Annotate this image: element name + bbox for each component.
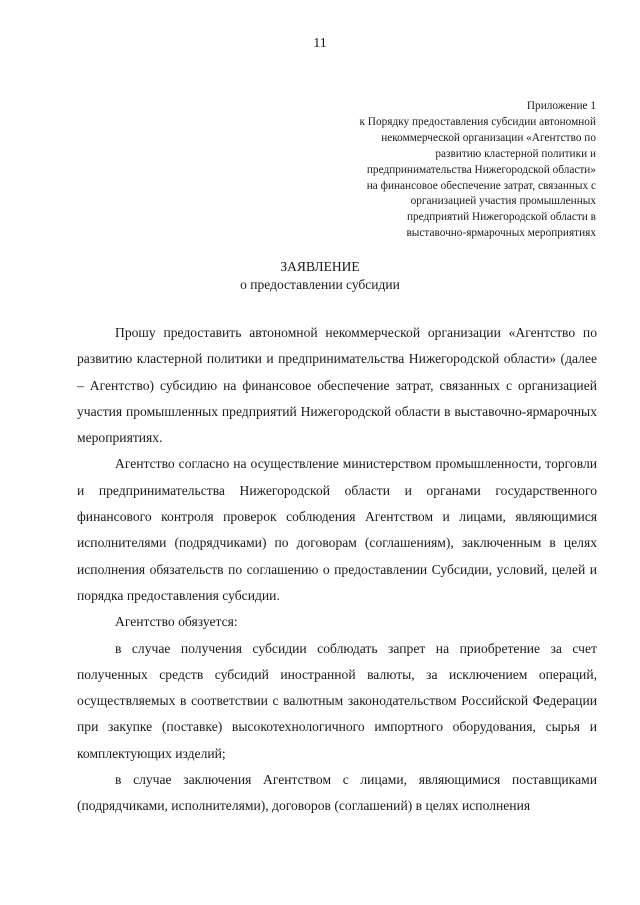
appendix-line: предпринимательства Нижегородской области» — [366, 163, 596, 176]
document-body — [77, 320, 597, 820]
appendix-line: предприятий Нижегородской области в — [406, 211, 596, 224]
document-title-block — [0, 258, 640, 294]
appendix-line: Приложение 1 — [526, 100, 596, 112]
page-number: 11 — [313, 36, 327, 51]
body-paragraph: Прошу предоставить автономной некоммерческой организации «Агентство по развитию кластерной политики и предпринимательства Нижегородской области» (далее – Агентство) субсидию на финансовое обеспечение затрат, связанных с организацией участия промышленных предприятий Нижегородской области в выставочно-ярмарочных мероприятиях. — [77, 325, 597, 446]
appendix-line: развитию кластерной политики и — [435, 147, 596, 160]
body-paragraph: Агентство согласно на осуществление министерством промышленности, торговли и предпринимательства Нижегородской области и органами государственного финансового контроля проверок соблюдения Агентством и лицами, являющимися исполнителями (подрядчиками) по договорам (соглашениям), заключенным в целях исполнения обязательств по соглашению о предоставлении Субсидии, условий, целей и порядка предоставления субсидии. — [77, 456, 597, 603]
appendix-line: на финансовое обеспечение затрат, связанных с — [366, 179, 596, 192]
body-paragraph: в случае получения субсидии соблюдать запрет на приобретение за счет полученных средств субсидий иностранной валюты, за исключением операций, осуществляемых в соответствии с валютным законодательством Российской Федерации при закупке (поставке) высокотехнологичного импортного оборудования, сырья и комплектующих изделий; — [77, 640, 597, 761]
document-title: ЗАЯВЛЕНИЕ — [280, 259, 360, 274]
appendix-line: организацией участия промышленных — [410, 195, 596, 208]
body-paragraph: в случае заключения Агентством с лицами, являющимися поставщиками (подрядчиками, исполнителями), договоров (соглашений) в целях исполнения — [77, 772, 597, 814]
body-paragraph: Агентство обязуется: — [115, 614, 238, 630]
document-subtitle: о предоставлении субсидии — [240, 277, 400, 292]
appendix-line: некоммерческой организации «Агентство по — [381, 131, 596, 144]
appendix-line: выставочно-ярмарочных мероприятиях — [406, 227, 596, 240]
appendix-header — [296, 99, 596, 242]
appendix-line: к Порядку предоставления субсидии автономной — [359, 115, 596, 128]
